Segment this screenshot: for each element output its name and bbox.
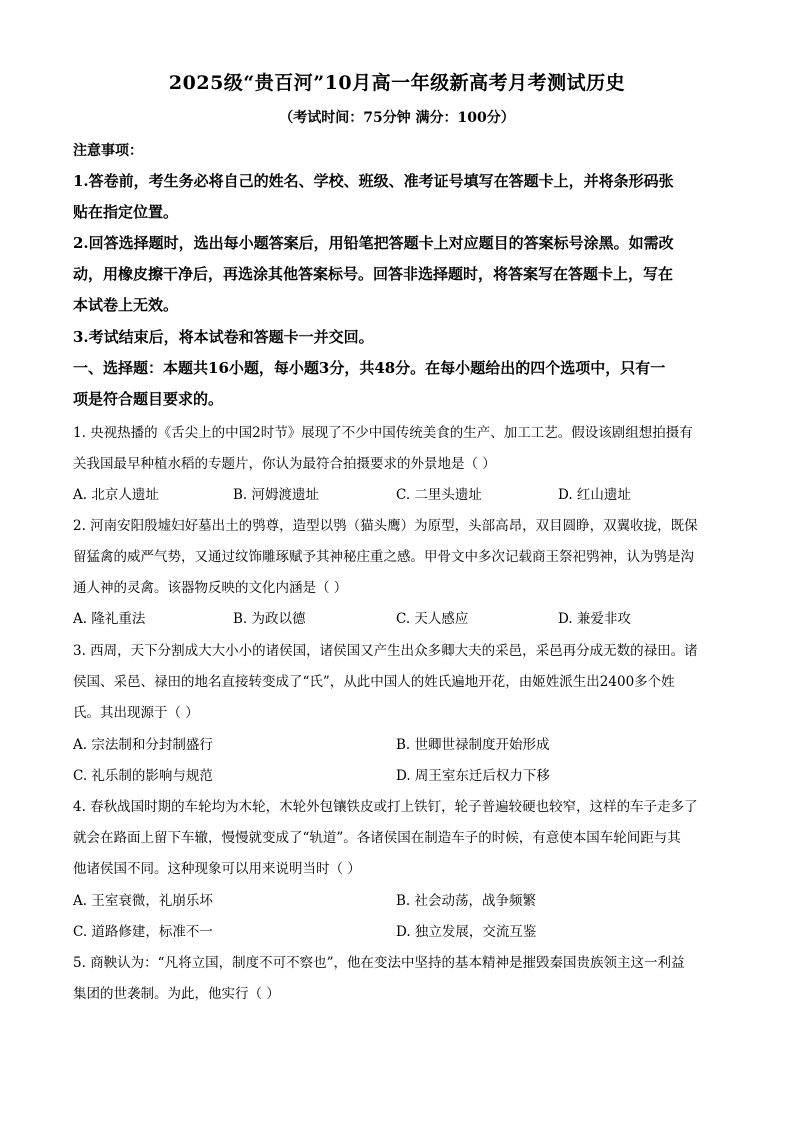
question-4-option-b: B. 社会动荡，战争频繁 [396, 893, 537, 909]
question-4-option-c: C. 道路修建，标准不一 [73, 924, 213, 940]
section-heading: 一、选择题：本题共16小题，每小题3分，共48分。在每小题给出的四个选项中，只有一 [73, 359, 666, 377]
question-4-text: 4. 春秋战国时期的车轮均为木轮，木轮外包镶铁皮或打上铁钉，轮子普遍较硬也较窄，这样的车子走多了 [73, 799, 698, 815]
notes-line: 本试卷上无效。 [73, 296, 179, 314]
question-4-option-a: A. 王室衰微，礼崩乐坏 [73, 893, 213, 909]
question-3-option-a: A. 宗法制和分封制盛行 [73, 737, 213, 753]
question-3-text: 侯国、采邑、禄田的地名直接转变成了“氏”，从此中国人的姓氏遍地开花，由姬姓派生出2400多个姓 [73, 674, 675, 690]
question-2-text: 留猛禽的威严气势，又通过纹饰雕琢赋予其神秘庄重之感。甲骨文中多次记载商王祭祀鸮神，认为鸮是沟 [73, 549, 694, 565]
question-3-text: 氏。其出现源于（ ） [73, 705, 199, 721]
question-4-option-d: D. 独立发展，交流互鉴 [396, 924, 537, 940]
question-1-option-b: B. 河姆渡遗址 [233, 487, 320, 503]
question-3-text: 3. 西周，天下分割成大大小小的诸侯国，诸侯国又产生出众多卿大夫的采邑，采邑再分成无数的禄田。诸 [73, 643, 698, 659]
question-3-option-c: C. 礼乐制的影响与规范 [73, 768, 213, 784]
notes-line: 贴在指定位置。 [73, 203, 179, 221]
question-4-text: 就会在路面上留下车辙，慢慢就变成了“轨道”。各诸侯国在制造车子的时候，有意使本国车轮间距与其 [73, 830, 681, 846]
question-1-option-c: C. 二里头遗址 [396, 487, 482, 503]
question-1-text: 关我国最早种植水稻的专题片，你认为最符合拍摄要求的外景地是（ ） [73, 456, 496, 472]
question-3-option-b: B. 世卿世禄制度开始形成 [396, 737, 550, 753]
exam-subtitle: （考试时间：75分钟 满分：100分） [279, 110, 515, 126]
question-2-option-a: A. 隆礼重法 [73, 611, 146, 627]
question-2-option-c: C. 天人感应 [396, 611, 469, 627]
question-5-text: 5. 商鞅认为：“凡将立国，制度不可不察也”，他在变法中坚持的基本精神是摧毁秦国贵族领主这一利益 [73, 955, 685, 971]
notes-line: 动，用橡皮擦干净后，再选涂其他答案标号。回答非选择题时，将答案写在答题卡上，写在 [73, 265, 674, 283]
question-2-text: 2. 河南安阳殷墟妇好墓出土的鸮尊，造型以鸮（猫头鹰）为原型，头部高昂，双目圆睁，双翼收拢，既保 [73, 518, 698, 534]
question-2-option-d: D. 兼爱非攻 [558, 611, 631, 627]
exam-title: 2025级“贵百河”10月高一年级新高考月考测试历史 [168, 72, 626, 94]
notes-line: 3.考试结束后，将本试卷和答题卡一并交回。 [73, 328, 374, 346]
question-2-text: 通人神的灵禽。该器物反映的文化内涵是（ ） [73, 580, 348, 596]
question-1-text: 1. 央视热播的《舌尖上的中国2时节》展现了不少中国传统美食的生产、加工工艺。假设该剧组想拍摄有 [73, 425, 693, 441]
question-3-option-d: D. 周王室东迁后权力下移 [396, 768, 550, 784]
notes-heading: 注意事项： [73, 143, 143, 159]
question-1-option-a: A. 北京人遗址 [73, 487, 159, 503]
notes-line: 2.回答选择题时，选出每小题答案后，用铅笔把答题卡上对应题目的答案标号涂黑。如需改 [73, 234, 674, 252]
question-2-option-b: B. 为政以德 [233, 611, 306, 627]
notes-line: 1.答卷前，考生务必将自己的姓名、学校、班级、准考证号填写在答题卡上，并将条形码张 [73, 172, 674, 190]
question-4-text: 他诸侯国不同。这种现象可以用来说明当时（ ） [73, 861, 361, 877]
section-heading: 项是符合题目要求的。 [73, 390, 224, 408]
question-5-text: 集团的世袭制。为此，他实行（ ） [73, 986, 280, 1002]
question-1-option-d: D. 红山遗址 [558, 487, 631, 503]
